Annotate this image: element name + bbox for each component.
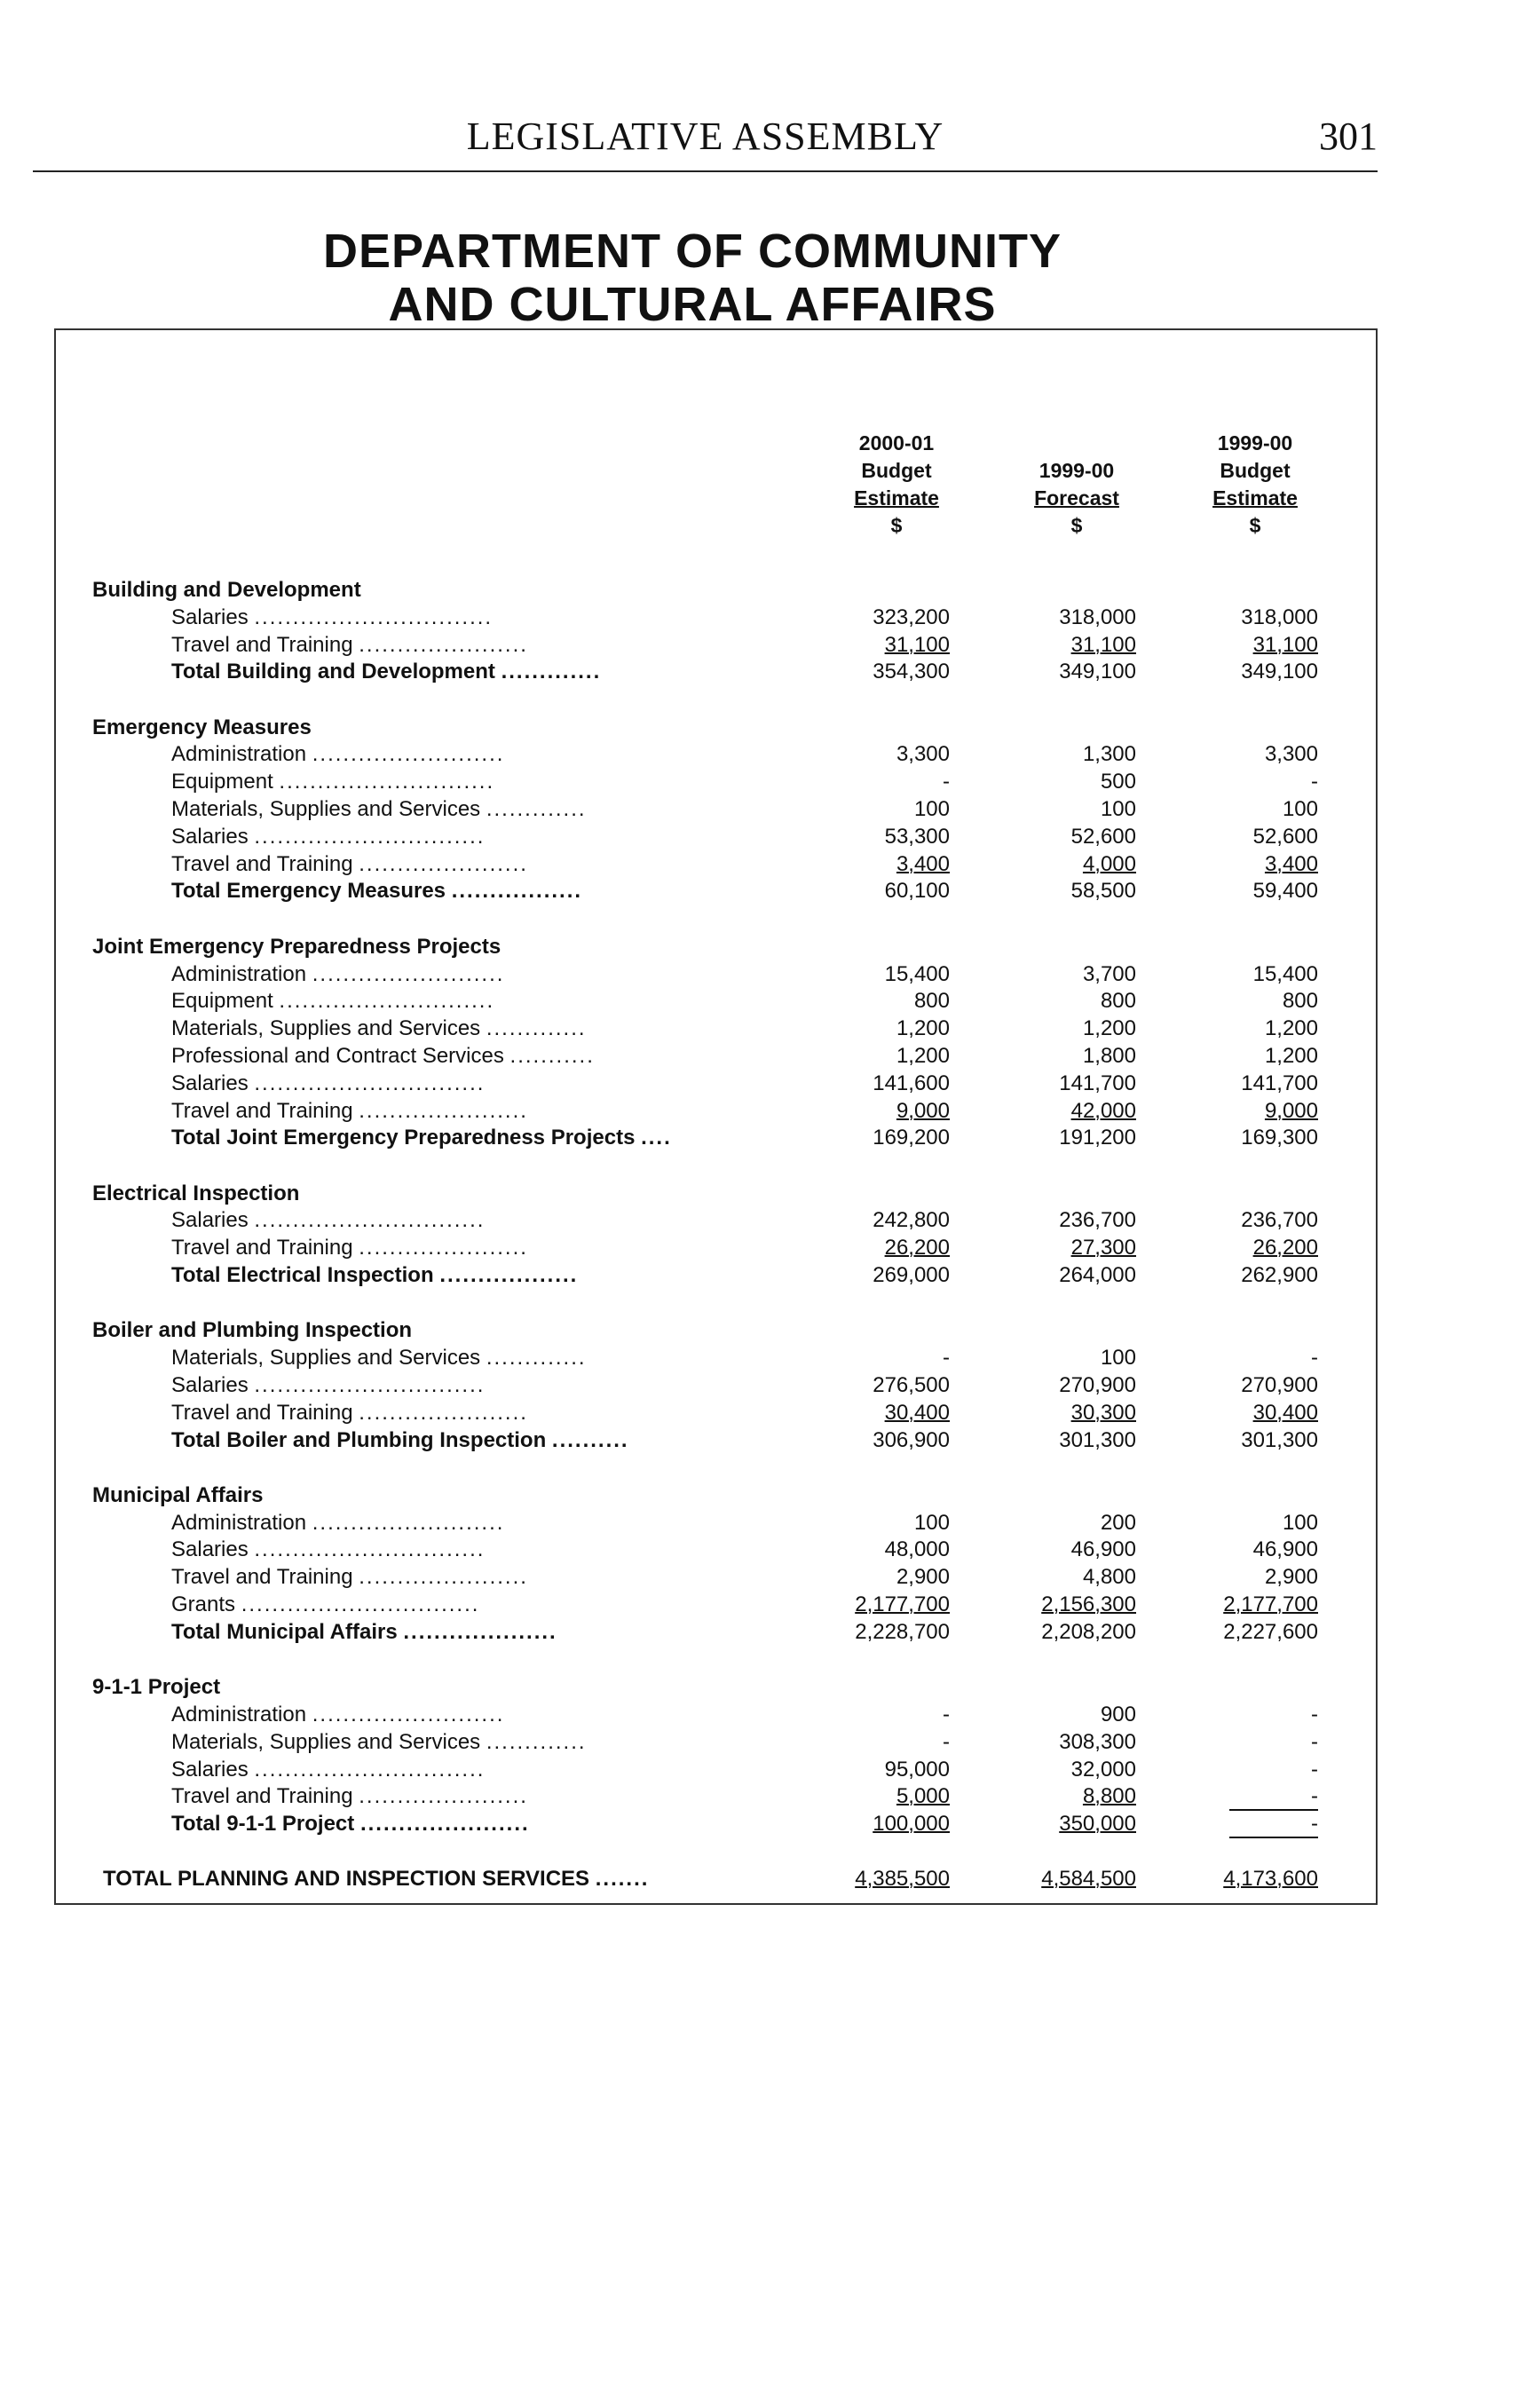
amount-cell: 30,400	[1252, 1401, 1318, 1425]
row-label: Total Building and Development	[171, 660, 495, 683]
amount-cell: 191,200	[1059, 1126, 1136, 1150]
dot-leader: .............	[486, 1346, 587, 1370]
line-item-professional-and-contract-services	[0, 1043, 1540, 1070]
amount-cell: 30,400	[884, 1401, 950, 1425]
amount-cell: 2,900	[896, 1565, 950, 1589]
amount-cell: 323,200	[873, 605, 950, 629]
dot-leader: .............	[486, 1730, 587, 1754]
amount-cell: 2,177,700	[1223, 1592, 1318, 1616]
line-item-salaries	[0, 1537, 1540, 1563]
row-label: Salaries	[171, 825, 249, 849]
dot-leader: .........................	[312, 1511, 505, 1535]
total-row-total-9-1-1-project	[0, 1811, 1540, 1837]
amount-cell: 3,700	[1082, 962, 1136, 986]
row-label: Travel and Training	[171, 1401, 353, 1425]
amount-cell: 141,600	[873, 1071, 950, 1095]
amount-cell: 270,900	[1241, 1373, 1318, 1397]
dot-leader: ......................	[359, 1236, 528, 1260]
amount-cell: 236,700	[1241, 1208, 1318, 1232]
line-item-salaries	[0, 1757, 1540, 1783]
amount-cell: 318,000	[1059, 605, 1136, 629]
amount-cell: 1,200	[1082, 1016, 1136, 1040]
total-row-total-boiler-and-plumbing-inspection	[0, 1427, 1540, 1454]
amount-cell: 26,200	[1252, 1236, 1318, 1260]
amount-cell: 53,300	[884, 825, 950, 849]
line-item-administration	[0, 741, 1540, 768]
amount-cell: 318,000	[1241, 605, 1318, 629]
amount-cell: 4,584,500	[1041, 1867, 1136, 1891]
row-label: Total Electrical Inspection	[171, 1263, 434, 1287]
amount-cell: 52,600	[1252, 825, 1318, 849]
row-label: Travel and Training	[171, 1784, 353, 1808]
amount-cell: -	[1311, 770, 1318, 794]
amount-cell: 100	[1100, 797, 1136, 821]
amount-cell: 2,156,300	[1041, 1592, 1136, 1616]
amount-cell: 276,500	[873, 1373, 950, 1397]
amount-cell: 349,100	[1241, 660, 1318, 683]
line-item-administration	[0, 961, 1540, 988]
dot-leader: ..............................	[254, 1071, 486, 1095]
amount-cell: 2,177,700	[855, 1592, 950, 1616]
page-number: 301	[1319, 115, 1378, 158]
amount-cell: 141,700	[1241, 1071, 1318, 1095]
column-header-unit: $	[1070, 514, 1083, 537]
row-label: Materials, Supplies and Services	[171, 1730, 481, 1754]
amount-cell: 60,100	[884, 879, 950, 903]
amount-cell: 269,000	[873, 1263, 950, 1287]
amount-cell: 800	[1282, 989, 1318, 1013]
dot-leader: ......................	[359, 1784, 528, 1808]
line-item-materials-supplies-and-services	[0, 1015, 1540, 1042]
amount-cell: 3,300	[1264, 742, 1318, 766]
row-label: Materials, Supplies and Services	[171, 797, 481, 821]
amount-cell: 242,800	[873, 1208, 950, 1232]
amount-cell: 4,800	[1082, 1565, 1136, 1589]
dot-leader: ......................	[359, 1812, 530, 1836]
dot-leader: ...............................	[254, 605, 494, 629]
amount-cell: 95,000	[884, 1758, 950, 1782]
dot-leader: .................	[451, 879, 583, 903]
amount-cell: 800	[913, 989, 950, 1013]
line-item-grants	[0, 1592, 1540, 1618]
section-heading-joint-emergency-preparedness-projects	[0, 934, 1540, 960]
amount-cell: 354,300	[873, 660, 950, 683]
column-header-1999-00-forecast	[979, 430, 1174, 540]
row-label: Municipal Affairs	[92, 1483, 264, 1507]
line-item-materials-supplies-and-services	[0, 1345, 1540, 1371]
line-item-salaries	[0, 1372, 1540, 1399]
amount-cell: 301,300	[1059, 1428, 1136, 1452]
amount-cell: 100	[1282, 1511, 1318, 1535]
amount-cell: -	[943, 770, 950, 794]
total-row-total-joint-emergency-preparedness-projects	[0, 1125, 1540, 1151]
row-label: Grants	[171, 1592, 236, 1616]
row-label: TOTAL PLANNING AND INSPECTION SERVICES	[103, 1867, 590, 1891]
row-label: Professional and Contract Services	[171, 1044, 504, 1068]
amount-cell: 2,208,200	[1041, 1620, 1136, 1644]
dot-leader: .........................	[312, 1703, 505, 1726]
row-label: Salaries	[171, 1758, 249, 1782]
amount-cell: 1,200	[1264, 1044, 1318, 1068]
total-row-total-emergency-measures	[0, 878, 1540, 905]
line-item-travel-and-training	[0, 851, 1540, 878]
row-label: Total 9-1-1 Project	[171, 1812, 355, 1836]
dot-leader: ....................	[403, 1620, 557, 1644]
dot-leader: ......................	[359, 852, 528, 876]
amount-cell: -	[943, 1703, 950, 1726]
dot-leader: ............................	[279, 989, 495, 1013]
amount-cell: 9,000	[896, 1099, 950, 1123]
dot-leader: ..............................	[254, 1758, 486, 1782]
amount-cell: 1,200	[1264, 1016, 1318, 1040]
amount-cell: 1,800	[1082, 1044, 1136, 1068]
line-item-administration	[0, 1702, 1540, 1728]
row-label: Building and Development	[92, 578, 361, 602]
amount-cell: 4,000	[1082, 852, 1136, 876]
dot-leader: .............	[501, 660, 602, 683]
amount-cell: 3,300	[896, 742, 950, 766]
amount-cell: 30,300	[1070, 1401, 1136, 1425]
running-title: LEGISLATIVE ASSEMBLY	[466, 115, 944, 158]
amount-cell: 3,400	[896, 852, 950, 876]
row-label: Total Boiler and Plumbing Inspection	[171, 1428, 547, 1452]
amount-cell: 236,700	[1059, 1208, 1136, 1232]
dot-leader: ......................	[359, 633, 528, 657]
department-title-line1: DEPARTMENT OF COMMUNITY	[323, 225, 1062, 278]
amount-cell: 262,900	[1241, 1263, 1318, 1287]
section-heading-municipal-affairs	[0, 1482, 1540, 1509]
amount-cell: 169,200	[873, 1126, 950, 1150]
dot-leader: ...............................	[241, 1592, 480, 1616]
row-label: Salaries	[171, 1071, 249, 1095]
amount-cell: 2,227,600	[1223, 1620, 1318, 1644]
row-label: Salaries	[171, 1208, 249, 1232]
dot-leader: ..........	[551, 1428, 629, 1452]
amount-cell: 169,300	[1241, 1126, 1318, 1150]
amount-cell: 1,200	[896, 1016, 950, 1040]
row-label: Travel and Training	[171, 1236, 353, 1260]
column-header-unit: $	[890, 514, 903, 537]
dot-leader: ...........	[509, 1044, 595, 1068]
amount-cell: -	[1311, 1730, 1318, 1754]
total-row-total-municipal-affairs	[0, 1619, 1540, 1646]
amount-cell: 100	[913, 797, 950, 821]
column-header-line: Forecast	[1034, 486, 1119, 510]
dot-leader: .......	[595, 1867, 650, 1891]
row-label: 9-1-1 Project	[92, 1675, 221, 1699]
column-header-1999-00-budget-estimate	[1157, 430, 1353, 540]
column-header-2000-01-budget-estimate	[799, 430, 994, 540]
amount-cell: 500	[1100, 770, 1136, 794]
row-label: Administration	[171, 742, 307, 766]
row-label: Materials, Supplies and Services	[171, 1346, 481, 1370]
row-label: Salaries	[171, 1537, 249, 1561]
section-heading-9-1-1-project	[0, 1674, 1540, 1701]
amount-cell: 4,173,600	[1223, 1867, 1318, 1891]
dot-leader: ..............................	[254, 825, 486, 849]
dot-leader: ..................	[439, 1263, 579, 1287]
dot-leader: .........................	[312, 742, 505, 766]
department-title-line2: AND CULTURAL AFFAIRS	[388, 278, 997, 331]
line-item-equipment	[0, 988, 1540, 1015]
row-label: Travel and Training	[171, 1565, 353, 1589]
amount-cell: 2,228,700	[855, 1620, 950, 1644]
line-item-salaries	[0, 604, 1540, 631]
amount-cell: 306,900	[873, 1428, 950, 1452]
row-label: Electrical Inspection	[92, 1181, 300, 1205]
row-label: Boiler and Plumbing Inspection	[92, 1318, 413, 1342]
dot-leader: ............................	[279, 770, 495, 794]
dot-leader: ....	[641, 1126, 672, 1150]
column-header-line: 2000-01	[858, 431, 935, 454]
line-item-travel-and-training	[0, 1098, 1540, 1125]
line-item-salaries	[0, 1207, 1540, 1234]
amount-cell: 31,100	[1252, 633, 1318, 657]
dot-leader: .........................	[312, 962, 505, 986]
amount-cell: 100	[1282, 797, 1318, 821]
line-item-travel-and-training	[0, 1400, 1540, 1426]
column-header-line: 1999-00	[1039, 459, 1115, 482]
amount-cell: 264,000	[1059, 1263, 1136, 1287]
amount-cell: 270,900	[1059, 1373, 1136, 1397]
amount-cell: -	[1229, 1784, 1318, 1811]
row-label: Total Joint Emergency Preparedness Projects	[171, 1126, 636, 1150]
amount-cell: 4,385,500	[855, 1867, 950, 1891]
dot-leader: ......................	[359, 1099, 528, 1123]
amount-cell: 350,000	[1059, 1812, 1136, 1836]
amount-cell: 5,000	[896, 1784, 950, 1808]
amount-cell: -	[1311, 1346, 1318, 1370]
section-heading-boiler-and-plumbing-inspection	[0, 1317, 1540, 1344]
row-label: Travel and Training	[171, 852, 353, 876]
row-label: Materials, Supplies and Services	[171, 1016, 481, 1040]
row-label: Administration	[171, 962, 307, 986]
amount-cell: 1,200	[896, 1044, 950, 1068]
amount-cell: 31,100	[884, 633, 950, 657]
column-header-line: Budget	[1220, 459, 1291, 482]
dot-leader: .............	[486, 1016, 587, 1040]
amount-cell: 48,000	[884, 1537, 950, 1561]
total-row-total-planning-and-inspection-services	[0, 1866, 1540, 1892]
dot-leader: ..............................	[254, 1537, 486, 1561]
dot-leader: .............	[486, 797, 587, 821]
amount-cell: 100	[1100, 1346, 1136, 1370]
row-label: Salaries	[171, 1373, 249, 1397]
amount-cell: 301,300	[1241, 1428, 1318, 1452]
line-item-travel-and-training	[0, 632, 1540, 659]
column-header-line	[979, 430, 1174, 457]
amount-cell: 9,000	[1264, 1099, 1318, 1123]
amount-cell: 3,400	[1264, 852, 1318, 876]
row-label: Administration	[171, 1511, 307, 1535]
line-item-travel-and-training	[0, 1564, 1540, 1591]
line-item-materials-supplies-and-services	[0, 796, 1540, 823]
line-item-salaries	[0, 824, 1540, 850]
amount-cell: 200	[1100, 1511, 1136, 1535]
column-header-line: Estimate	[1212, 486, 1298, 510]
dot-leader: ......................	[359, 1565, 528, 1589]
line-item-materials-supplies-and-services	[0, 1729, 1540, 1756]
amount-cell: 32,000	[1070, 1758, 1136, 1782]
amount-cell: -	[1311, 1703, 1318, 1726]
amount-cell: 52,600	[1070, 825, 1136, 849]
row-label: Travel and Training	[171, 633, 353, 657]
amount-cell: 141,700	[1059, 1071, 1136, 1095]
row-label: Emergency Measures	[92, 715, 312, 739]
amount-cell: -	[943, 1730, 950, 1754]
line-item-travel-and-training	[0, 1783, 1540, 1810]
row-label: Total Emergency Measures	[171, 879, 446, 903]
column-header-unit: $	[1249, 514, 1261, 537]
column-header-line: 1999-00	[1217, 431, 1293, 454]
amount-cell: 27,300	[1070, 1236, 1136, 1260]
amount-cell: 1,300	[1082, 742, 1136, 766]
amount-cell: 31,100	[1070, 633, 1136, 657]
dot-leader: ......................	[359, 1401, 528, 1425]
row-label: Salaries	[171, 605, 249, 629]
dot-leader: ..............................	[254, 1208, 486, 1232]
total-row-total-building-and-development	[0, 659, 1540, 685]
amount-cell: 8,800	[1082, 1784, 1136, 1808]
amount-cell: 58,500	[1070, 879, 1136, 903]
section-heading-electrical-inspection	[0, 1181, 1540, 1207]
amount-cell: 900	[1100, 1703, 1136, 1726]
amount-cell: 100,000	[873, 1812, 950, 1836]
amount-cell: 15,400	[884, 962, 950, 986]
amount-cell: 2,900	[1264, 1565, 1318, 1589]
line-item-travel-and-training	[0, 1235, 1540, 1261]
line-item-salaries	[0, 1071, 1540, 1097]
row-label: Equipment	[171, 989, 273, 1013]
amount-cell: -	[943, 1346, 950, 1370]
amount-cell: 349,100	[1059, 660, 1136, 683]
row-label: Travel and Training	[171, 1099, 353, 1123]
amount-cell: 15,400	[1252, 962, 1318, 986]
section-heading-emergency-measures	[0, 715, 1540, 741]
section-heading-building-and-development	[0, 577, 1540, 604]
amount-cell: 800	[1100, 989, 1136, 1013]
amount-cell: 42,000	[1070, 1099, 1136, 1123]
column-header-line: Budget	[861, 459, 932, 482]
column-header-line: Estimate	[854, 486, 939, 510]
row-label: Total Municipal Affairs	[171, 1620, 398, 1644]
amount-cell: -	[1229, 1812, 1318, 1838]
line-item-administration	[0, 1510, 1540, 1537]
amount-cell: 26,200	[884, 1236, 950, 1260]
row-label: Administration	[171, 1703, 307, 1726]
amount-cell: 46,900	[1252, 1537, 1318, 1561]
row-label: Joint Emergency Preparedness Projects	[92, 935, 501, 959]
amount-cell: -	[1311, 1758, 1318, 1782]
amount-cell: 100	[913, 1511, 950, 1535]
line-item-equipment	[0, 769, 1540, 795]
amount-cell: 46,900	[1070, 1537, 1136, 1561]
dot-leader: ..............................	[254, 1373, 486, 1397]
amount-cell: 59,400	[1252, 879, 1318, 903]
row-label: Equipment	[171, 770, 273, 794]
total-row-total-electrical-inspection	[0, 1262, 1540, 1289]
page-header	[33, 107, 1378, 172]
amount-cell: 308,300	[1059, 1730, 1136, 1754]
